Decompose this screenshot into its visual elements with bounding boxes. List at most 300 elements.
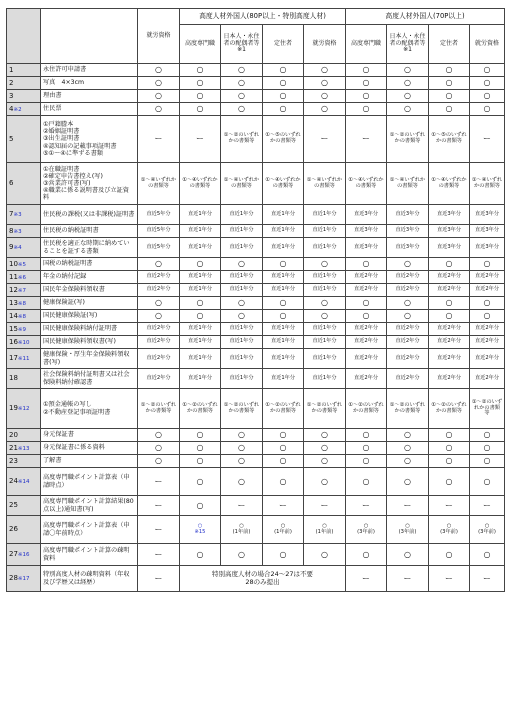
requirement-cell: ○ bbox=[180, 77, 221, 90]
row-number-value: 4 bbox=[9, 104, 14, 113]
requirement-cell: ○ bbox=[263, 468, 304, 496]
requirement-cell: ○ bbox=[346, 468, 387, 496]
row-document: 身元保証書に係る資料 bbox=[41, 442, 138, 455]
table-row bbox=[7, 516, 505, 544]
table-row bbox=[7, 544, 505, 566]
row-number-value: 20 bbox=[9, 430, 18, 439]
requirement-cell: ー bbox=[138, 496, 180, 516]
requirement-cell: ○ bbox=[263, 297, 304, 310]
row-document: 年金の納付記録 bbox=[41, 271, 138, 284]
merged-note-cell: 特別高度人材の場合24～27は不要 28のみ提出 bbox=[180, 566, 346, 592]
requirement-cell: 直近2年分 bbox=[470, 336, 505, 349]
row-number-value: 28 bbox=[9, 574, 18, 583]
requirement-cell: ○ bbox=[470, 455, 505, 468]
row-document: 社会保険料納付証明書又は社会保険料納付確認書 bbox=[41, 369, 138, 389]
requirement-cell: ○ bbox=[346, 455, 387, 468]
requirement-cell: ○ bbox=[138, 429, 180, 442]
requirement-cell: ○ bbox=[470, 429, 505, 442]
table-row bbox=[7, 205, 505, 225]
requirement-cell: ○ bbox=[138, 455, 180, 468]
table-row bbox=[7, 496, 505, 516]
row-number-value: 18 bbox=[9, 374, 18, 383]
requirement-cell: ー bbox=[470, 496, 505, 516]
row-number bbox=[7, 496, 41, 516]
row-number bbox=[7, 238, 41, 258]
requirement-cell: ○ bbox=[221, 64, 263, 77]
requirement-cell: ○ ※15 bbox=[180, 516, 221, 544]
requirement-cell: 直近1年分 bbox=[221, 349, 263, 369]
requirement-cell: ①～②のいずれかの書類等 bbox=[180, 389, 221, 429]
row-number-value: 14 bbox=[9, 311, 18, 320]
requirement-cell: 直近3年分 bbox=[387, 205, 429, 225]
requirement-cell: 直近2年分 bbox=[429, 323, 470, 336]
row-number-value: 11 bbox=[9, 272, 18, 281]
row-number bbox=[7, 116, 41, 163]
requirement-cell: 直近1年分 bbox=[263, 284, 304, 297]
requirement-cell: 直近3年分 bbox=[387, 225, 429, 238]
header-col-6: 日本人・永住者の配偶者等※1 bbox=[387, 25, 429, 64]
requirement-cell: ○ bbox=[263, 103, 304, 116]
requirement-cell: ○ bbox=[263, 310, 304, 323]
requirement-cell: 直近1年分 bbox=[304, 369, 346, 389]
requirement-cell: ○ bbox=[263, 544, 304, 566]
requirement-cell: 直近1年分 bbox=[180, 369, 221, 389]
row-note-link[interactable]: ※9 bbox=[17, 326, 27, 333]
requirement-cell: 直近2年分 bbox=[346, 349, 387, 369]
requirement-cell: ○ bbox=[138, 310, 180, 323]
requirement-cell: 直近1年分 bbox=[180, 336, 221, 349]
requirement-cell: 直近1年分 bbox=[221, 284, 263, 297]
requirement-cell: 直近3年分 bbox=[470, 238, 505, 258]
requirement-cell: ー bbox=[138, 468, 180, 496]
row-document: 住民税を適正な時期に納めていることを証する書類 bbox=[41, 238, 138, 258]
requirement-cell: ○ bbox=[387, 455, 429, 468]
requirement-cell: ○ bbox=[387, 468, 429, 496]
requirement-cell: 直近1年分 bbox=[180, 205, 221, 225]
requirement-cell: ○ bbox=[304, 297, 346, 310]
row-number-value: 5 bbox=[9, 134, 14, 143]
row-note-link[interactable]: ※11 bbox=[17, 356, 30, 363]
requirement-cell: 直近3年分 bbox=[429, 225, 470, 238]
row-number-value: 10 bbox=[9, 259, 18, 268]
row-number-value: 7 bbox=[9, 210, 14, 219]
requirement-cell: 直近5年分 bbox=[138, 238, 180, 258]
row-note-link[interactable]: ※4 bbox=[13, 245, 22, 252]
table-row bbox=[7, 389, 505, 429]
row-note-link[interactable]: ※17 bbox=[17, 576, 30, 583]
table-row bbox=[7, 336, 505, 349]
row-note-link[interactable]: ※10 bbox=[17, 339, 30, 346]
row-note-link[interactable]: ※8 bbox=[17, 313, 27, 320]
row-number-value: 26 bbox=[9, 525, 18, 534]
requirement-cell: ○ bbox=[180, 496, 221, 516]
requirement-cell: ○ bbox=[387, 90, 429, 103]
requirement-cell: ○ bbox=[429, 103, 470, 116]
requirement-cell: 直近1年分 bbox=[221, 225, 263, 238]
row-note-link[interactable]: ※13 bbox=[17, 445, 30, 452]
requirement-cell: 直近2年分 bbox=[470, 323, 505, 336]
row-number bbox=[7, 455, 41, 468]
table-row bbox=[7, 77, 505, 90]
row-number bbox=[7, 544, 41, 566]
table-row bbox=[7, 455, 505, 468]
row-number-value: 12 bbox=[9, 285, 18, 294]
requirement-cell: 直近5年分 bbox=[138, 205, 180, 225]
requirement-cell: ○ bbox=[387, 77, 429, 90]
requirement-cell: ○ bbox=[263, 455, 304, 468]
requirement-cell: ○ bbox=[346, 310, 387, 323]
row-number bbox=[7, 77, 41, 90]
requirement-cell: ー bbox=[138, 544, 180, 566]
requirement-cell: ○ bbox=[221, 442, 263, 455]
requirement-cell: ○ bbox=[304, 455, 346, 468]
row-document: 健康保険・厚生年金保険料領収書(写) bbox=[41, 349, 138, 369]
requirement-cell: ○ bbox=[221, 90, 263, 103]
requirement-cell: 直近1年分 bbox=[263, 336, 304, 349]
requirement-cell: ○ bbox=[304, 310, 346, 323]
requirement-cell: ○ bbox=[429, 544, 470, 566]
requirement-cell: 直近1年分 bbox=[263, 205, 304, 225]
requirement-cell: ー bbox=[304, 496, 346, 516]
document-sheet bbox=[6, 8, 504, 592]
requirement-cell: 直近2年分 bbox=[138, 336, 180, 349]
corner-cell-item bbox=[41, 9, 138, 64]
table-row bbox=[7, 64, 505, 77]
requirement-cell: ○ bbox=[180, 442, 221, 455]
requirement-cell: 直近2年分 bbox=[346, 323, 387, 336]
requirement-cell: 直近1年分 bbox=[221, 369, 263, 389]
row-note-link[interactable]: ※14 bbox=[17, 479, 30, 486]
row-number bbox=[7, 310, 41, 323]
row-number bbox=[7, 389, 41, 429]
requirement-cell: ○ bbox=[304, 103, 346, 116]
row-document: 了解書 bbox=[41, 455, 138, 468]
table-row bbox=[7, 225, 505, 238]
requirement-cell: 直近1年分 bbox=[263, 225, 304, 238]
row-number-value: 3 bbox=[9, 91, 14, 100]
requirement-cell: ○ bbox=[304, 429, 346, 442]
requirement-cell: 直近1年分 bbox=[304, 284, 346, 297]
requirement-cell: ー bbox=[304, 116, 346, 163]
requirement-cell: ○ bbox=[138, 77, 180, 90]
requirement-cell: ①～④いずれかの書類等 bbox=[346, 163, 387, 205]
row-number-value: 16 bbox=[9, 337, 18, 346]
row-document: 特別高度人材の疎明資料（年収及び学歴又は経歴） bbox=[41, 566, 138, 592]
requirement-cell: ○ bbox=[221, 468, 263, 496]
requirement-cell: 直近1年分 bbox=[304, 205, 346, 225]
requirement-cell: ○ bbox=[221, 310, 263, 323]
requirement-cell: ①～②のいずれかの書類等 bbox=[387, 389, 429, 429]
requirement-cell: 直近1年分 bbox=[180, 284, 221, 297]
row-number bbox=[7, 516, 41, 544]
requirement-cell: ○ bbox=[304, 64, 346, 77]
row-note-link[interactable]: ※2 bbox=[13, 106, 22, 113]
row-number bbox=[7, 64, 41, 77]
requirement-cell: ○ bbox=[470, 64, 505, 77]
row-number-value: 17 bbox=[9, 354, 18, 363]
requirement-cell: 直近1年分 bbox=[180, 349, 221, 369]
row-document: 永住許可申請書 bbox=[41, 64, 138, 77]
row-note-link[interactable]: ※7 bbox=[17, 287, 27, 294]
row-number bbox=[7, 369, 41, 389]
requirement-cell: ー bbox=[429, 496, 470, 516]
requirement-cell: ○ bbox=[180, 429, 221, 442]
row-number bbox=[7, 258, 41, 271]
row-note-link[interactable]: ※5 bbox=[17, 261, 27, 268]
requirement-cell: ○ bbox=[346, 77, 387, 90]
requirement-cell: 直近3年分 bbox=[470, 205, 505, 225]
row-number-value: 9 bbox=[9, 243, 14, 252]
requirement-cell: ー bbox=[429, 566, 470, 592]
requirements-table bbox=[6, 8, 505, 592]
requirement-cell: ○ bbox=[470, 77, 505, 90]
requirement-cell: 直近2年分 bbox=[346, 284, 387, 297]
table-row bbox=[7, 103, 505, 116]
requirement-cell: 直近1年分 bbox=[304, 336, 346, 349]
requirement-cell: ー bbox=[470, 116, 505, 163]
requirement-cell: 直近2年分 bbox=[387, 284, 429, 297]
row-document: 住民税の納税証明書 bbox=[41, 225, 138, 238]
row-note-link[interactable]: ※16 bbox=[17, 552, 30, 559]
requirement-cell: ○ bbox=[470, 442, 505, 455]
row-number-value: 2 bbox=[9, 78, 14, 87]
requirement-cell: ①～②のいずれかの書類等 bbox=[221, 116, 263, 163]
row-number bbox=[7, 429, 41, 442]
requirement-cell: ①～④いずれかの書類等 bbox=[304, 163, 346, 205]
requirement-cell: ○ bbox=[138, 64, 180, 77]
row-number bbox=[7, 297, 41, 310]
requirement-cell: ○ bbox=[221, 77, 263, 90]
requirement-cell: 直近2年分 bbox=[387, 349, 429, 369]
requirement-cell: ー bbox=[387, 496, 429, 516]
requirement-cell: 直近2年分 bbox=[429, 369, 470, 389]
row-number bbox=[7, 349, 41, 369]
table-row-special bbox=[7, 566, 505, 592]
requirement-cell: ○ bbox=[387, 544, 429, 566]
requirement-cell: 直近2年分 bbox=[346, 336, 387, 349]
requirement-cell: 直近2年分 bbox=[470, 271, 505, 284]
requirement-cell: 直近2年分 bbox=[138, 369, 180, 389]
requirement-cell: ○ bbox=[346, 64, 387, 77]
requirement-cell: 直近1年分 bbox=[221, 271, 263, 284]
requirement-cell: 直近2年分 bbox=[346, 369, 387, 389]
requirement-cell: 直近2年分 bbox=[429, 349, 470, 369]
requirement-cell: ○ bbox=[180, 310, 221, 323]
requirement-cell: ○ bbox=[180, 64, 221, 77]
requirement-cell: ○ bbox=[346, 103, 387, 116]
requirement-cell: ○ bbox=[470, 297, 505, 310]
requirement-cell: 直近5年分 bbox=[138, 225, 180, 238]
requirement-cell: 直近1年分 bbox=[221, 323, 263, 336]
header-col-4: 就労資格 bbox=[304, 25, 346, 64]
requirement-cell: 直近2年分 bbox=[138, 349, 180, 369]
requirement-cell: 直近1年分 bbox=[263, 271, 304, 284]
row-number-value: 8 bbox=[9, 226, 14, 235]
requirement-cell: ー bbox=[138, 516, 180, 544]
row-document: ①預金通帳の写し ②不動産登記事項証明書 bbox=[41, 389, 138, 429]
requirement-cell: ○ bbox=[387, 64, 429, 77]
requirement-cell: ○ bbox=[138, 258, 180, 271]
requirement-cell: ○ bbox=[221, 544, 263, 566]
requirement-cell: ○ (1年前) bbox=[263, 516, 304, 544]
row-number bbox=[7, 271, 41, 284]
header-col-8: 就労資格 bbox=[470, 25, 505, 64]
requirement-cell: ○ bbox=[429, 258, 470, 271]
row-number bbox=[7, 468, 41, 496]
requirement-cell: ○ bbox=[387, 103, 429, 116]
requirement-cell: ○ bbox=[470, 310, 505, 323]
requirement-cell: ①～⑤のいずれかの書類等 bbox=[429, 116, 470, 163]
row-document: 国税の納税証明書 bbox=[41, 258, 138, 271]
row-document: 高度専門職ポイント計算の疎明資料 bbox=[41, 544, 138, 566]
requirement-cell: ○ bbox=[304, 468, 346, 496]
requirement-cell: 直近1年分 bbox=[304, 323, 346, 336]
requirement-cell: 直近1年分 bbox=[180, 238, 221, 258]
corner-cell bbox=[7, 9, 41, 64]
requirement-cell: ○ bbox=[470, 90, 505, 103]
requirement-cell: ○ bbox=[138, 90, 180, 103]
requirement-cell: ○ bbox=[180, 90, 221, 103]
requirement-cell: ○ bbox=[138, 297, 180, 310]
requirement-cell: 直近1年分 bbox=[221, 336, 263, 349]
header-col-1: 高度専門職 bbox=[180, 25, 221, 64]
requirement-cell: 直近3年分 bbox=[346, 205, 387, 225]
row-number bbox=[7, 225, 41, 238]
table-row bbox=[7, 163, 505, 205]
requirement-cell: ①～②のいずれかの書類等 bbox=[470, 389, 505, 429]
requirement-cell: ①～④いずれかの書類等 bbox=[221, 163, 263, 205]
requirement-cell: ○ bbox=[304, 442, 346, 455]
requirement-cell: ○ bbox=[346, 90, 387, 103]
row-number-value: 24 bbox=[9, 477, 18, 486]
requirement-cell: 直近2年分 bbox=[470, 284, 505, 297]
requirement-cell: 直近2年分 bbox=[138, 271, 180, 284]
row-number bbox=[7, 323, 41, 336]
requirement-cell: ○ bbox=[429, 468, 470, 496]
requirement-cell: ○ (3年前) bbox=[346, 516, 387, 544]
requirement-cell: ○ (1年前) bbox=[304, 516, 346, 544]
requirement-cell: ①～⑤のいずれかの書類等 bbox=[263, 116, 304, 163]
row-document: 住民票 bbox=[41, 103, 138, 116]
requirement-cell: ○ bbox=[180, 468, 221, 496]
requirement-cell: 直近2年分 bbox=[387, 323, 429, 336]
row-document: 国民健康保険料納付証明書 bbox=[41, 323, 138, 336]
requirement-cell: ー bbox=[346, 566, 387, 592]
requirement-cell: ○ bbox=[221, 429, 263, 442]
requirement-cell: ○ bbox=[346, 258, 387, 271]
row-note-link[interactable]: ※3 bbox=[13, 228, 22, 235]
row-number bbox=[7, 103, 41, 116]
requirement-cell: 直近1年分 bbox=[263, 369, 304, 389]
header-col-3: 定住者 bbox=[263, 25, 304, 64]
row-document: 高度専門職ポイント計算表（申請時点） bbox=[41, 468, 138, 496]
requirement-cell: 直近3年分 bbox=[429, 205, 470, 225]
requirement-cell: ○ bbox=[221, 455, 263, 468]
requirement-cell: ○ bbox=[138, 442, 180, 455]
requirement-cell: ○ bbox=[221, 258, 263, 271]
requirement-cell: ①～④いずれかの書類等 bbox=[387, 163, 429, 205]
requirement-cell: 直近3年分 bbox=[429, 238, 470, 258]
row-note-link[interactable]: ※6 bbox=[17, 274, 27, 281]
requirement-cell: ○ bbox=[470, 544, 505, 566]
row-number bbox=[7, 205, 41, 225]
requirement-cell: 直近3年分 bbox=[387, 238, 429, 258]
table-row bbox=[7, 116, 505, 163]
requirement-cell: ー bbox=[346, 496, 387, 516]
requirement-cell: ①～②のいずれかの書類等 bbox=[387, 116, 429, 163]
row-document: 身元保証書 bbox=[41, 429, 138, 442]
row-document: ①在職証明書 ②確定申告書控え(写) ③営業許可書(写) ④職業に係る説明書及び立証資料 bbox=[41, 163, 138, 205]
requirement-cell: ①～④いずれかの書類等 bbox=[180, 163, 221, 205]
requirement-cell: ①～②のいずれかの書類等 bbox=[263, 389, 304, 429]
requirement-cell: ○ bbox=[304, 258, 346, 271]
requirement-cell: ○ bbox=[263, 442, 304, 455]
header-row-groups bbox=[7, 9, 505, 25]
row-document: 住民税の課税(又は非課税)証明書 bbox=[41, 205, 138, 225]
requirement-cell: ①～④いずれかの書類等 bbox=[263, 163, 304, 205]
row-note-link[interactable]: ※3 bbox=[13, 212, 22, 219]
requirement-cell: ○ bbox=[180, 103, 221, 116]
requirement-cell: ①～④いずれかの書類等 bbox=[470, 163, 505, 205]
requirement-cell: ー bbox=[138, 116, 180, 163]
requirement-cell: ○ bbox=[221, 103, 263, 116]
requirement-cell: 直近1年分 bbox=[304, 271, 346, 284]
row-number-value: 23 bbox=[9, 456, 18, 465]
table-row bbox=[7, 442, 505, 455]
row-note-link[interactable]: ※12 bbox=[17, 406, 30, 413]
header-col-2: 日本人・永住者の配偶者等※1 bbox=[221, 25, 263, 64]
requirement-cell: 直近2年分 bbox=[138, 323, 180, 336]
requirement-cell: ー bbox=[387, 566, 429, 592]
row-note-link[interactable]: ※8 bbox=[17, 300, 27, 307]
row-document: 国民年金保険料領収書 bbox=[41, 284, 138, 297]
row-number bbox=[7, 163, 41, 205]
row-number-value: 1 bbox=[9, 65, 14, 74]
requirement-cell: ①～②のいずれかの書類等 bbox=[221, 389, 263, 429]
requirement-cell: 直近2年分 bbox=[138, 284, 180, 297]
header-col-5: 高度専門職 bbox=[346, 25, 387, 64]
requirement-cell: ○ bbox=[346, 544, 387, 566]
requirement-cell: ○ bbox=[470, 103, 505, 116]
header-group-a: 高度人材外国人(80P以上・特別高度人材) bbox=[180, 9, 346, 25]
row-document: 国民健康保険料領収書(写) bbox=[41, 336, 138, 349]
row-document: ①戸籍謄本 ②婚姻証明書 ③出生証明書 ④認知届の記載事項証明書 ⑤①～④に準ずる書類 bbox=[41, 116, 138, 163]
table-row bbox=[7, 369, 505, 389]
row-number-value: 21 bbox=[9, 443, 18, 452]
requirement-cell: ①～②のいずれかの書類等 bbox=[346, 389, 387, 429]
requirement-cell: 直近1年分 bbox=[263, 323, 304, 336]
requirement-cell: ①～④いずれかの書類等 bbox=[138, 163, 180, 205]
requirement-cell: 直近2年分 bbox=[387, 271, 429, 284]
requirement-cell: ①～④いずれかの書類等 bbox=[429, 163, 470, 205]
requirement-cell: 直近2年分 bbox=[387, 336, 429, 349]
header-col-0: 就労資格 bbox=[138, 9, 180, 64]
requirement-cell: 直近3年分 bbox=[346, 225, 387, 238]
requirement-cell: ○ bbox=[387, 429, 429, 442]
requirement-cell: 直近1年分 bbox=[304, 238, 346, 258]
requirement-cell: ー bbox=[138, 566, 180, 592]
requirement-cell: ○ (3年前) bbox=[429, 516, 470, 544]
requirement-cell: ー bbox=[470, 566, 505, 592]
requirement-cell: ○ bbox=[304, 90, 346, 103]
row-document: 高度専門職ポイント計算表（申請〇年前時点） bbox=[41, 516, 138, 544]
requirement-cell: ○ bbox=[429, 77, 470, 90]
requirement-cell: 直近1年分 bbox=[304, 225, 346, 238]
row-number-value: 6 bbox=[9, 179, 14, 188]
row-document: 国民健康保険証(写) bbox=[41, 310, 138, 323]
requirement-cell: ○ bbox=[263, 429, 304, 442]
requirement-cell: ー bbox=[263, 496, 304, 516]
